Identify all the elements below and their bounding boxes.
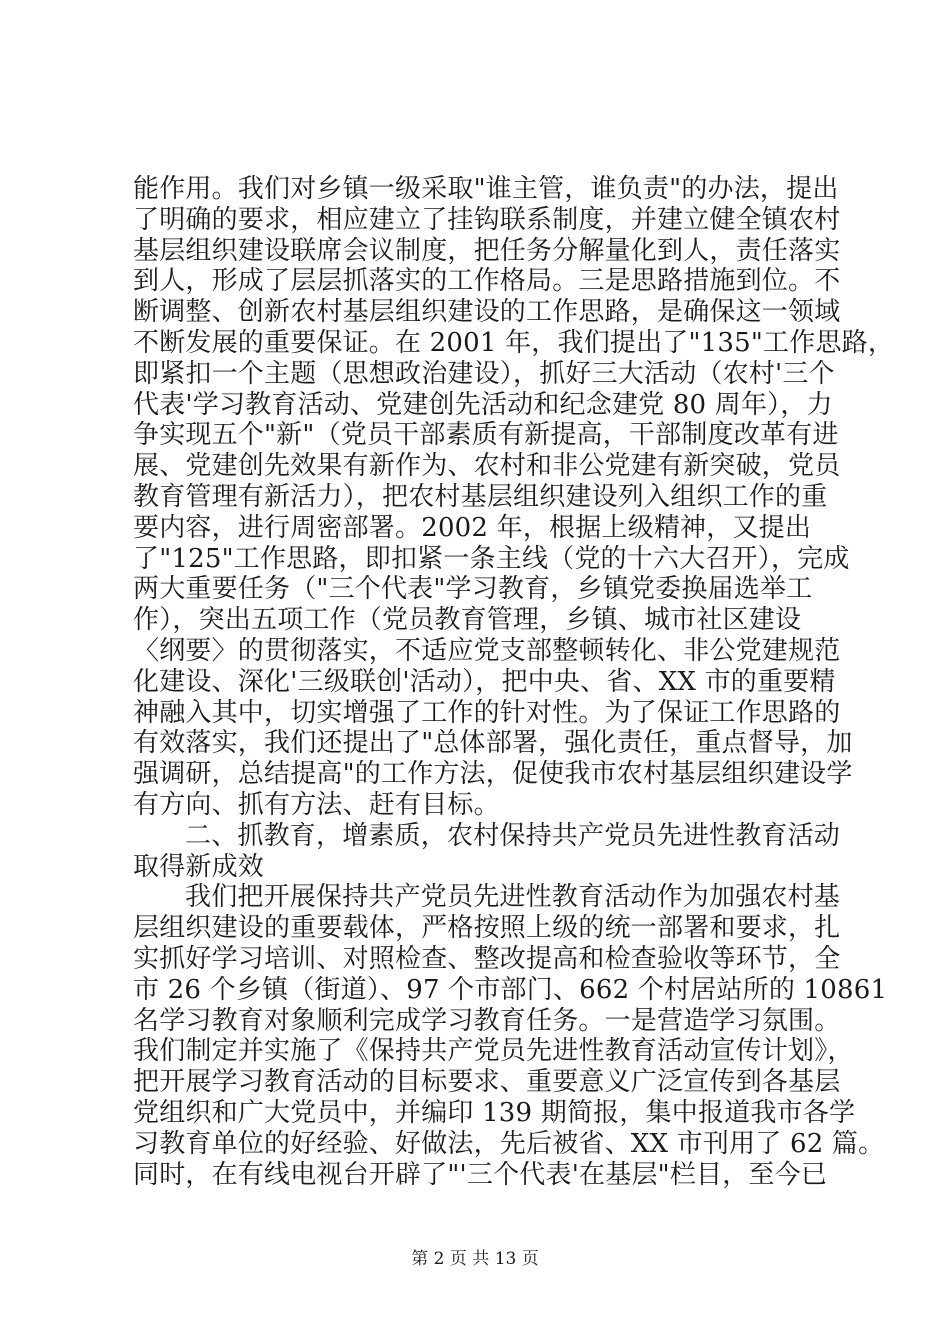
text-line: 我们把开展保持共产党员先进性教育活动作为加强农村基 bbox=[185, 882, 841, 913]
text-line: 化建设、深化'三级联创'活动），把中央、省、XX 市的重要精 bbox=[133, 666, 836, 697]
text-line: 强调研，总结提高"的工作方法，促使我市农村基层组织建设学 bbox=[133, 759, 853, 790]
text-line: 教育管理有新活力），把农村基层组织建设列入组织工作的重 bbox=[133, 481, 828, 512]
text-line: 神融入其中，切实增强了工作的针对性。为了保证工作思路的 bbox=[133, 697, 841, 728]
text-line: 把开展学习教育活动的目标要求、重要意义广泛宣传到各基层 bbox=[133, 1067, 841, 1098]
section-heading: 二、抓教育，增素质，农村保持共产党员先进性教育活动 bbox=[185, 820, 841, 851]
text-line: 名学习教育对象顺利完成学习教育任务。一是营造学习氛围。 bbox=[133, 1005, 841, 1036]
text-line: 两大重要任务（"三个代表"学习教育，乡镇党委换届选举工 bbox=[133, 574, 813, 605]
text-line: 即紧扣一个主题（思想政治建设），抓好三大活动（农村'三个 bbox=[133, 358, 835, 389]
page-number-footer: 第 2 页 共 13 页 bbox=[411, 1249, 539, 1269]
text-line: 要内容，进行周密部署。2002 年，根据上级精神，又提出 bbox=[133, 512, 812, 543]
text-line: 同时，在有线电视台开辟了"'三个代表'在基层"栏目，至今已 bbox=[133, 1159, 828, 1190]
text-line: 有方向、抓有方法、赶有目标。 bbox=[133, 789, 500, 820]
text-line: 到人，形成了层层抓落实的工作格局。三是思路措施到位。不 bbox=[133, 266, 841, 297]
text-line: 层组织建设的重要载体，严格按照上级的统一部署和要求，扎 bbox=[133, 913, 841, 944]
text-line: 党组织和广大党员中，并编印 139 期简报，集中报道我市各学 bbox=[133, 1097, 856, 1128]
text-line: 习教育单位的好经验、好做法，先后被省、XX 市刊用了 62 篇。 bbox=[133, 1128, 885, 1159]
text-line: 断调整、创新农村基层组织建设的工作思路，是确保这一领域 bbox=[133, 297, 841, 328]
text-line: 不断发展的重要保证。在 2001 年，我们提出了"135"工作思路， bbox=[133, 327, 895, 358]
text-line: 市 26 个乡镇（街道）、97 个市部门、662 个村居站所的 10861 bbox=[133, 974, 888, 1005]
text-line: 争实现五个"新"（党员干部素质有新提高，干部制度改革有进 bbox=[133, 420, 839, 451]
text-line: 有效落实，我们还提出了"总体部署，强化责任，重点督导，加 bbox=[133, 728, 853, 759]
text-line: 能作用。我们对乡镇一级采取"谁主管，谁负责"的办法，提出 bbox=[133, 174, 839, 204]
text-line: 展、党建创先效果有新作为、农村和非公党建有新突破，党员 bbox=[133, 451, 841, 482]
text-line: 我们制定并实施了《保持共产党员先进性教育活动宣传计划》， bbox=[133, 1036, 854, 1067]
text-line: 〈纲要〉的贯彻落实，不适应党支部整顿转化、非公党建规范 bbox=[133, 635, 841, 666]
text-line: 作），突出五项工作（党员教育管理，乡镇、城市社区建设 bbox=[133, 605, 802, 636]
text-line: 代表'学习教育活动、党建创先活动和纪念建党 80 周年），力 bbox=[133, 389, 833, 420]
text-line: 了"125"工作思路，即扣紧一条主线（党的十六大召开），完成 bbox=[133, 543, 850, 574]
body-text bbox=[133, 174, 895, 1190]
text-line: 实抓好学习培训、对照检查、整改提高和检查验收等环节，全 bbox=[133, 943, 841, 974]
section-heading-continued: 取得新成效 bbox=[133, 851, 265, 882]
text-line: 了明确的要求，相应建立了挂钩联系制度，并建立健全镇农村 bbox=[133, 204, 841, 235]
text-line: 基层组织建设联席会议制度，把任务分解量化到人，责任落实 bbox=[133, 235, 841, 266]
